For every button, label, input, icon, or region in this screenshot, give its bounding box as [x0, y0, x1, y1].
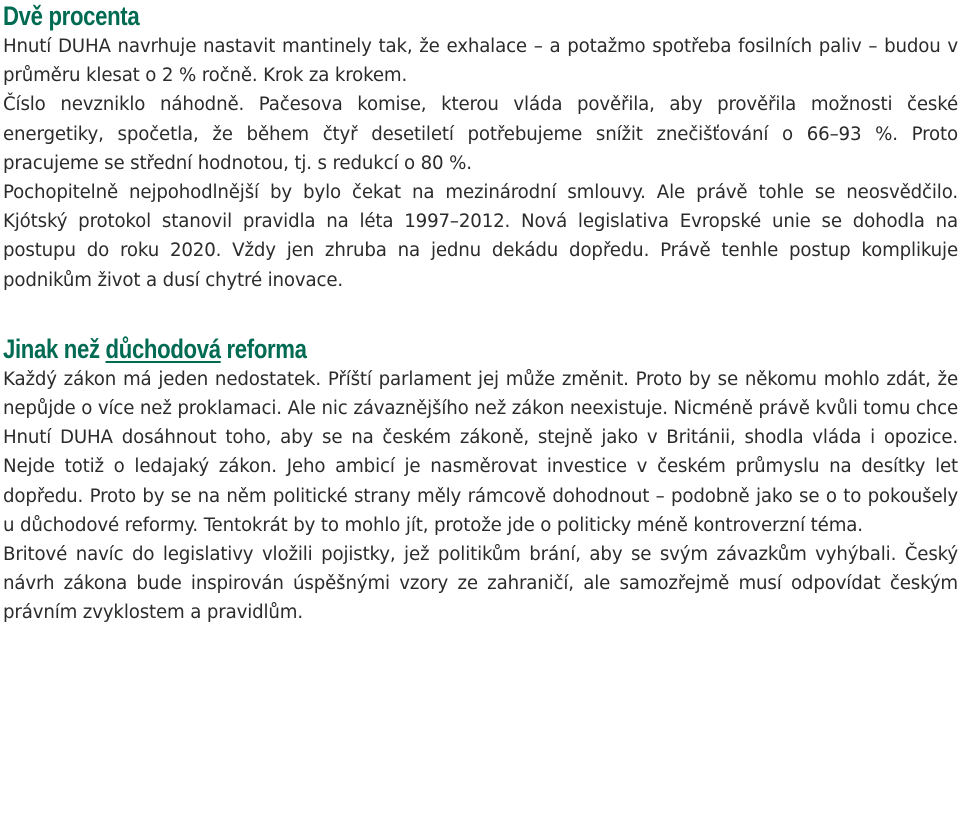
heading-suffix: reforma: [220, 333, 307, 364]
section-heading-jinak-nez-duchodova-reforma: [3, 333, 786, 365]
paragraph-zakon-nedostatek: Každý zákon má jeden nedostatek. Příští parlament jej může změnit. Proto by se někomu mohlo zdát, že nepůjde o více než proklamaci. Ale nic závaznějšího než zákon neexistuje. Nicméně právě kvůli tomu chce Hnutí DUHA dosáhnout toho, aby se na českém zákoně, stejně jako v Británii, shodla vláda i opozice. Nejde totiž o ledajaký zákon. Jeho ambicí je nasměrovat investice v českém průmyslu na desítky let dopředu. Proto by se na něm politické strany měly rámcově dohodnout – podobně jako se o to pokoušely u důchodové reformy. Tentokrát by to mohlo jít, protože jde o politicky méně kontroverzní téma.: [3, 368, 958, 536]
paragraph-exhalace: Hnutí DUHA navrhuje nastavit mantinely tak, že exhalace – a potažmo spotřeba fosilních paliv – budou v průměru klesat o 2 % ročně. Krok za krokem.: [3, 36, 958, 87]
paragraph-britove-pojistky: Britové navíc do legislativy vložili pojistky, jež politikům brání, aby se svým závazkům vyhýbali. Český návrh zákona bude inspirován úspěšnými vzory ze zahraničí, ale samozřejmě musí odpovídat českým právním zvyklostem a pravidlům.: [3, 544, 958, 624]
heading-prefix: Jinak než: [3, 333, 106, 364]
section-heading-dve-procenta: Dvě procenta: [3, 1, 140, 31]
paragraph-mezinarodni-smlouvy: Pochopitelně nejpohodlnější by bylo čekat na mezinárodní smlouvy. Ale právě tohle se neosvědčilo. Kjótský protokol stanovil pravidla na léta 1997–2012. Nová legislativa Evropské unie se dohodla na postupu do roku 2020. Vždy jen zhruba na jednu dekádu dopředu. Právě tenhle postup komplikuje podnikům život a dusí chytré inovace.: [3, 182, 958, 291]
heading-underlined-word: důchodová: [105, 333, 221, 364]
paragraph-cislo-nevzniklo: Číslo nevzniklo náhodně. Pačesova komise, kterou vláda pověřila, aby prověřila možnosti české energetiky, spočetla, že během čtyř desetiletí potřebujeme snížit znečišťování o 66–93 %. Proto pracujeme se střední hodnotou, tj. s redukcí o 80 %.: [3, 94, 958, 174]
